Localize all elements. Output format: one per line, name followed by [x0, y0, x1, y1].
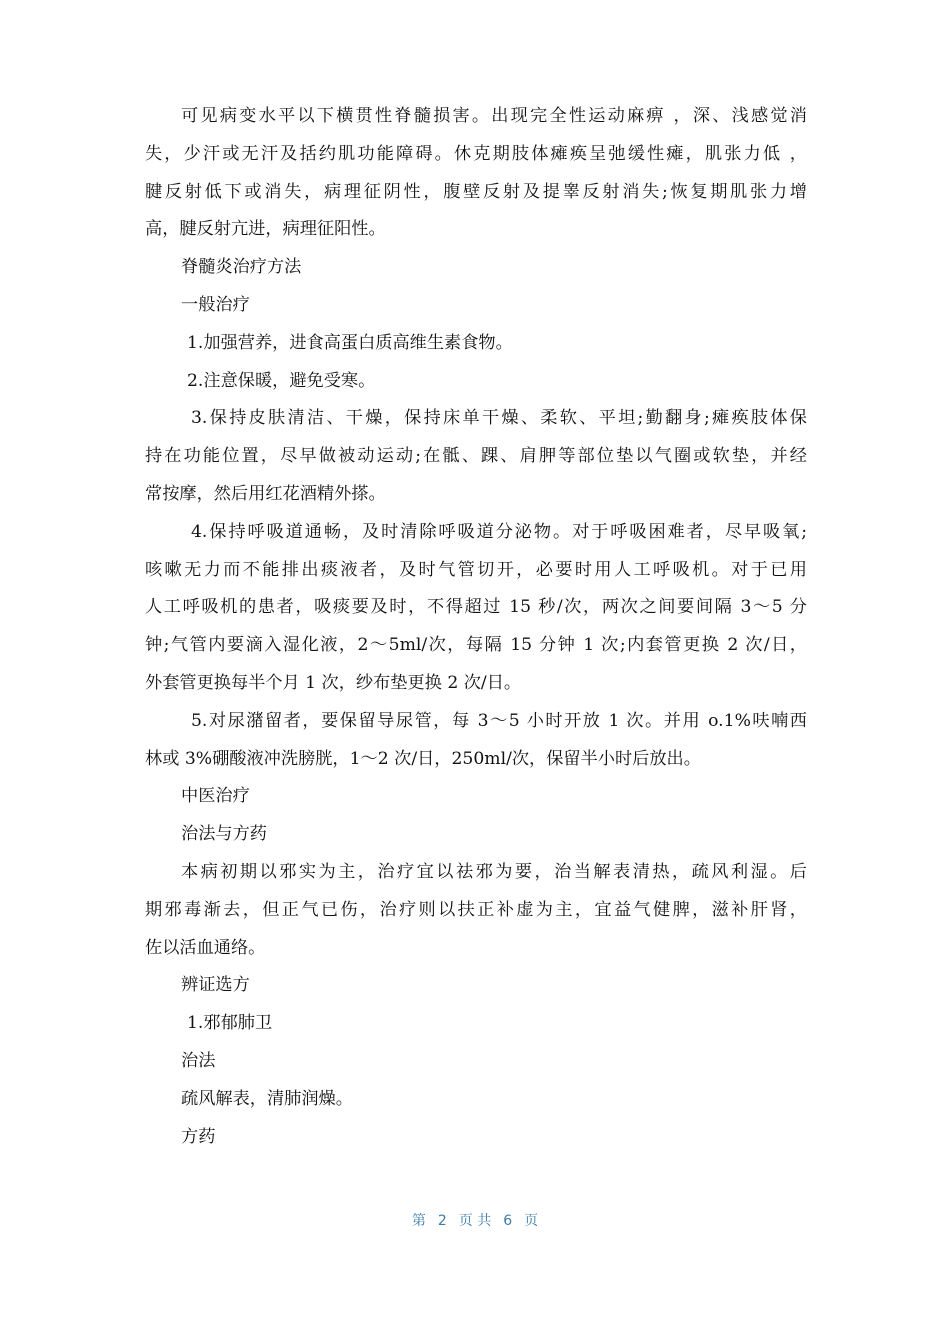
list-item: 5.对尿潴留者，要保留导尿管，每 3～5 小时开放 1 次。并用 o.1%呋喃西 — [191, 710, 807, 731]
subsection-heading: 治法 — [181, 1050, 216, 1071]
footer-page-number: 2 — [437, 1213, 447, 1229]
paragraph-line: 常按摩，然后用红花酒精外搽。 — [145, 483, 386, 504]
footer-label-ye: 页 — [524, 1213, 539, 1229]
footer-total-pages: 6 — [503, 1213, 513, 1229]
document-body — [145, 98, 807, 1156]
section-heading: 中医治疗 — [181, 786, 250, 807]
list-item: 3.保持皮肤清洁、干燥，保持床单干燥、柔软、平坦;勤翻身;瘫痪肢体保 — [191, 408, 807, 429]
paragraph-line: 持在功能位置，尽早做被动运动;在骶、踝、肩胛等部位垫以气圈或软垫，并经 — [145, 446, 807, 467]
list-item: 1.邪郁肺卫 — [187, 1013, 273, 1034]
footer-label-di: 第 — [411, 1213, 426, 1229]
subsection-heading: 治法与方药 — [181, 824, 267, 845]
subsection-heading: 一般治疗 — [181, 294, 250, 315]
paragraph-line: 人工呼吸机的患者，吸痰要及时，不得超过 15 秒/次，两次之间要间隔 3～5 分 — [145, 597, 807, 618]
paragraph-line: 外套管更换每半个月 1 次，纱布垫更换 2 次/日。 — [145, 672, 522, 693]
subsection-heading: 方药 — [181, 1126, 216, 1147]
page-footer — [0, 1210, 950, 1230]
paragraph-line: 期邪毒渐去，但正气已伤，治疗则以扶正补虚为主，宜益气健脾，滋补肝肾， — [145, 899, 807, 920]
paragraph-line: 失，少汗或无汗及括约肌功能障碍。休克期肢体瘫痪呈弛缓性瘫，肌张力低 ， — [145, 143, 807, 164]
list-item: 4.保持呼吸道通畅，及时清除呼吸道分泌物。对于呼吸困难者，尽早吸氧; — [191, 521, 807, 542]
paragraph-line: 钟;气管内要滴入湿化液，2～5ml/次，每隔 15 分钟 1 次;内套管更换 2 次/日， — [145, 635, 807, 656]
list-item: 1.加强营养，进食高蛋白质高维生素食物。 — [187, 332, 513, 353]
subsection-heading: 辨证选方 — [181, 975, 250, 996]
footer-label-ye-gong: 页 共 — [458, 1213, 492, 1229]
paragraph-line: 高，腱反射亢进，病理征阳性。 — [145, 219, 386, 240]
paragraph-line: 林或 3%硼酸液冲洗膀胱，1～2 次/日，250ml/次，保留半小时后放出。 — [145, 748, 701, 769]
section-heading: 脊髓炎治疗方法 — [181, 257, 302, 278]
paragraph-line: 本病初期以邪实为主，治疗宜以祛邪为要，治当解表清热，疏风利湿。后 — [181, 861, 807, 882]
list-item: 2.注意保暖，避免受寒。 — [187, 370, 376, 391]
paragraph-line: 佐以活血通络。 — [145, 937, 266, 958]
paragraph-line: 可见病变水平以下横贯性脊髓损害。出现完全性运动麻痹 ，深、浅感觉消 — [181, 106, 807, 126]
paragraph-line: 疏风解表，清肺润燥。 — [181, 1088, 353, 1109]
paragraph-line: 咳嗽无力而不能排出痰液者，及时气管切开，必要时用人工呼吸机。对于已用 — [145, 559, 807, 580]
paragraph-line: 腱反射低下或消失，病理征阴性，腹壁反射及提睾反射消失;恢复期肌张力增 — [145, 181, 807, 202]
